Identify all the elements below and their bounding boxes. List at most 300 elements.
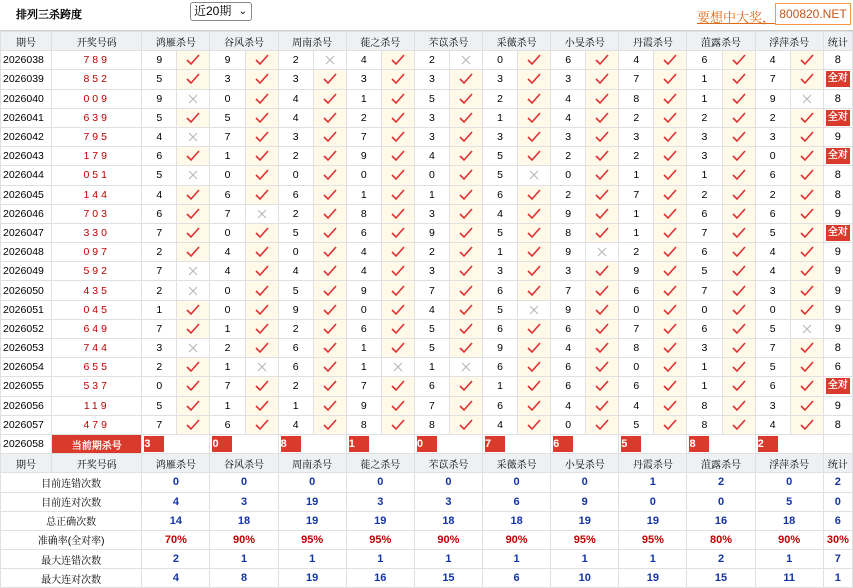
column-header: 开奖号码 bbox=[52, 32, 142, 51]
check-mark-icon bbox=[790, 108, 823, 127]
period-cell: 2026049 bbox=[1, 262, 52, 281]
cross-mark-icon bbox=[177, 166, 210, 185]
kill-value-cell: 4 bbox=[483, 415, 518, 434]
check-mark-icon bbox=[381, 127, 414, 146]
check-mark-icon bbox=[449, 204, 482, 223]
draw-number-cell: 119 bbox=[52, 396, 142, 415]
kill-value-cell: 1 bbox=[687, 89, 722, 108]
kill-value-cell: 7 bbox=[619, 185, 654, 204]
kill-value-cell: 5 bbox=[483, 147, 518, 166]
stat-cell bbox=[823, 377, 852, 396]
summary-value: 3 bbox=[346, 492, 414, 511]
draw-number-cell: 144 bbox=[52, 185, 142, 204]
kill-value-cell: 2 bbox=[687, 108, 722, 127]
summary-value: 0 bbox=[619, 492, 687, 511]
kill-value-cell: 1 bbox=[483, 243, 518, 262]
kill-value-cell: 8 bbox=[687, 415, 722, 434]
table-row bbox=[1, 243, 853, 262]
kill-value-cell: 7 bbox=[210, 127, 245, 146]
kill-value-cell: 0 bbox=[210, 166, 245, 185]
check-mark-icon bbox=[313, 70, 346, 89]
summary-value: 70% bbox=[142, 530, 210, 549]
kill-value-cell: 9 bbox=[551, 300, 586, 319]
check-mark-icon bbox=[449, 185, 482, 204]
promo-link[interactable]: 要想中大奖， bbox=[697, 10, 775, 25]
check-mark-icon bbox=[313, 204, 346, 223]
current-kill-cell bbox=[142, 434, 210, 453]
kill-value-cell: 2 bbox=[142, 243, 177, 262]
check-mark-icon bbox=[722, 281, 755, 300]
check-mark-icon bbox=[790, 70, 823, 89]
column-header: 开奖号码 bbox=[52, 454, 142, 473]
stat-cell: 9 bbox=[823, 262, 852, 281]
check-mark-icon bbox=[518, 415, 551, 434]
summary-value: 1 bbox=[551, 550, 619, 569]
check-mark-icon bbox=[518, 243, 551, 262]
check-mark-icon bbox=[177, 396, 210, 415]
current-stat-cell bbox=[823, 434, 852, 453]
check-mark-icon bbox=[245, 396, 278, 415]
period-select-value: 近20期 bbox=[194, 4, 232, 18]
kill-value-cell: 2 bbox=[278, 147, 313, 166]
check-mark-icon bbox=[245, 166, 278, 185]
check-mark-icon bbox=[449, 396, 482, 415]
draw-number-cell: 789 bbox=[52, 51, 142, 70]
kill-value-cell: 1 bbox=[346, 339, 381, 358]
check-mark-icon bbox=[654, 127, 687, 146]
kill-value-cell: 6 bbox=[755, 166, 790, 185]
kill-value-cell: 4 bbox=[142, 185, 177, 204]
check-mark-icon bbox=[245, 415, 278, 434]
kill-value-cell: 4 bbox=[414, 147, 449, 166]
kill-value-cell: 0 bbox=[142, 377, 177, 396]
check-mark-icon bbox=[313, 319, 346, 338]
check-mark-icon bbox=[518, 70, 551, 89]
kill-value-cell: 3 bbox=[687, 339, 722, 358]
summary-value: 3 bbox=[210, 492, 278, 511]
check-mark-icon bbox=[586, 147, 619, 166]
check-mark-icon bbox=[654, 166, 687, 185]
column-header: 蓰之杀号 bbox=[346, 32, 414, 51]
summary-row bbox=[1, 511, 853, 530]
kill-value-cell: 2 bbox=[278, 377, 313, 396]
kill-value-cell: 5 bbox=[278, 281, 313, 300]
summary-label: 最大连对次数 bbox=[1, 569, 142, 588]
kill-value-cell: 3 bbox=[483, 127, 518, 146]
kill-value-cell: 6 bbox=[483, 396, 518, 415]
check-mark-icon bbox=[381, 415, 414, 434]
check-mark-icon bbox=[245, 281, 278, 300]
site-logo[interactable]: 800820.NET bbox=[775, 3, 851, 25]
kill-value-cell: 3 bbox=[414, 204, 449, 223]
stat-cell: 9 bbox=[823, 127, 852, 146]
stat-cell: 8 bbox=[823, 415, 852, 434]
check-mark-icon bbox=[177, 108, 210, 127]
current-kill-cell bbox=[346, 434, 414, 453]
summary-value: 0 bbox=[687, 492, 755, 511]
draw-number-cell: 744 bbox=[52, 339, 142, 358]
page-title: 排列三杀跨度 bbox=[16, 9, 82, 21]
kill-value-cell: 2 bbox=[755, 108, 790, 127]
current-period-cell: 2026058 bbox=[1, 434, 52, 453]
check-mark-icon bbox=[381, 319, 414, 338]
check-mark-icon bbox=[245, 223, 278, 242]
check-mark-icon bbox=[313, 415, 346, 434]
check-mark-icon bbox=[449, 415, 482, 434]
check-mark-icon bbox=[177, 204, 210, 223]
kill-value-cell: 7 bbox=[414, 396, 449, 415]
check-mark-icon bbox=[790, 396, 823, 415]
kill-value-cell: 5 bbox=[755, 223, 790, 242]
check-mark-icon bbox=[722, 358, 755, 377]
check-mark-icon bbox=[790, 204, 823, 223]
current-kill-cell bbox=[210, 434, 278, 453]
summary-value: 18 bbox=[414, 511, 482, 530]
kill-value-cell: 3 bbox=[755, 396, 790, 415]
kill-value-cell: 2 bbox=[278, 204, 313, 223]
kill-value-cell: 9 bbox=[551, 243, 586, 262]
current-kill-cell bbox=[278, 434, 346, 453]
summary-value: 19 bbox=[278, 569, 346, 588]
summary-value: 0 bbox=[483, 473, 551, 492]
kill-value-cell: 4 bbox=[278, 415, 313, 434]
kill-value-cell: 0 bbox=[755, 147, 790, 166]
check-mark-icon bbox=[586, 358, 619, 377]
kill-value-cell: 6 bbox=[278, 358, 313, 377]
stat-cell: 9 bbox=[823, 204, 852, 223]
check-mark-icon bbox=[381, 108, 414, 127]
kill-value-cell: 3 bbox=[210, 70, 245, 89]
kill-value-cell: 5 bbox=[142, 70, 177, 89]
kill-value-cell: 5 bbox=[755, 358, 790, 377]
summary-value: 95% bbox=[619, 530, 687, 549]
summary-value: 4 bbox=[142, 569, 210, 588]
summary-value: 30% bbox=[823, 530, 852, 549]
summary-value: 16 bbox=[687, 511, 755, 530]
current-kill-value: 1 bbox=[349, 436, 369, 452]
kill-value-cell: 5 bbox=[414, 339, 449, 358]
kill-value-cell: 8 bbox=[346, 204, 381, 223]
stat-cell bbox=[823, 108, 852, 127]
check-mark-icon bbox=[518, 377, 551, 396]
period-cell: 2026055 bbox=[1, 377, 52, 396]
kill-value-cell: 2 bbox=[210, 339, 245, 358]
check-mark-icon bbox=[586, 51, 619, 70]
summary-label: 准确率(全对率) bbox=[1, 530, 142, 549]
draw-number-cell: 537 bbox=[52, 377, 142, 396]
kill-value-cell: 4 bbox=[346, 51, 381, 70]
kill-value-cell: 6 bbox=[551, 377, 586, 396]
summary-value: 1 bbox=[414, 550, 482, 569]
kill-value-cell: 4 bbox=[755, 262, 790, 281]
kill-value-cell: 0 bbox=[346, 300, 381, 319]
summary-value: 0 bbox=[142, 473, 210, 492]
table-row bbox=[1, 377, 853, 396]
kill-value-cell: 9 bbox=[142, 51, 177, 70]
kill-value-cell: 8 bbox=[551, 223, 586, 242]
period-cell: 2026054 bbox=[1, 358, 52, 377]
check-mark-icon bbox=[177, 377, 210, 396]
check-mark-icon bbox=[518, 185, 551, 204]
kill-value-cell: 6 bbox=[619, 281, 654, 300]
kill-value-cell: 4 bbox=[414, 300, 449, 319]
check-mark-icon bbox=[586, 204, 619, 223]
summary-value: 90% bbox=[755, 530, 823, 549]
kill-value-cell: 6 bbox=[346, 223, 381, 242]
check-mark-icon bbox=[518, 89, 551, 108]
kill-value-cell: 4 bbox=[210, 262, 245, 281]
check-mark-icon bbox=[381, 243, 414, 262]
stat-cell: 9 bbox=[823, 281, 852, 300]
period-cell: 2026044 bbox=[1, 166, 52, 185]
kill-value-cell: 0 bbox=[210, 281, 245, 300]
check-mark-icon bbox=[790, 358, 823, 377]
draw-number-cell: 009 bbox=[52, 89, 142, 108]
summary-value: 1 bbox=[823, 569, 852, 588]
summary-value: 95% bbox=[278, 530, 346, 549]
kill-value-cell: 7 bbox=[142, 223, 177, 242]
summary-value: 7 bbox=[823, 550, 852, 569]
kill-value-cell: 5 bbox=[414, 319, 449, 338]
kill-value-cell: 1 bbox=[619, 223, 654, 242]
draw-number-cell: 649 bbox=[52, 319, 142, 338]
check-mark-icon bbox=[654, 358, 687, 377]
stat-cell bbox=[823, 147, 852, 166]
column-header: 期号 bbox=[1, 454, 52, 473]
period-cell: 2026050 bbox=[1, 281, 52, 300]
column-header: 小旻杀号 bbox=[551, 32, 619, 51]
table-row bbox=[1, 262, 853, 281]
check-mark-icon bbox=[381, 89, 414, 108]
check-mark-icon bbox=[654, 147, 687, 166]
check-mark-icon bbox=[586, 300, 619, 319]
kill-value-cell: 4 bbox=[483, 204, 518, 223]
check-mark-icon bbox=[654, 300, 687, 319]
column-header: 采薇杀号 bbox=[483, 454, 551, 473]
kill-value-cell: 0 bbox=[278, 243, 313, 262]
check-mark-icon bbox=[654, 108, 687, 127]
draw-number-cell: 703 bbox=[52, 204, 142, 223]
column-header: 芣苡杀号 bbox=[414, 454, 482, 473]
current-kill-cell bbox=[755, 434, 823, 453]
cross-mark-icon bbox=[177, 127, 210, 146]
kill-value-cell: 0 bbox=[483, 51, 518, 70]
kill-value-cell: 1 bbox=[414, 185, 449, 204]
kill-value-cell: 6 bbox=[687, 51, 722, 70]
column-header: 统计 bbox=[823, 454, 852, 473]
kill-value-cell: 7 bbox=[755, 339, 790, 358]
column-header: 芣苡杀号 bbox=[414, 32, 482, 51]
table-row bbox=[1, 166, 853, 185]
check-mark-icon bbox=[790, 377, 823, 396]
all-correct-badge: 全对 bbox=[826, 225, 850, 241]
check-mark-icon bbox=[654, 51, 687, 70]
summary-label: 总正确次数 bbox=[1, 511, 142, 530]
check-mark-icon bbox=[177, 319, 210, 338]
summary-value: 8 bbox=[210, 569, 278, 588]
kill-value-cell: 6 bbox=[483, 319, 518, 338]
current-kill-value: 0 bbox=[417, 436, 437, 452]
check-mark-icon bbox=[722, 300, 755, 319]
column-header: 鸿雁杀号 bbox=[142, 32, 210, 51]
check-mark-icon bbox=[518, 358, 551, 377]
kill-value-cell: 0 bbox=[687, 300, 722, 319]
column-header: 丹霞杀号 bbox=[619, 32, 687, 51]
summary-row bbox=[1, 492, 853, 511]
check-mark-icon bbox=[722, 185, 755, 204]
check-mark-icon bbox=[518, 127, 551, 146]
column-header: 浮萍杀号 bbox=[755, 454, 823, 473]
summary-value: 6 bbox=[483, 492, 551, 511]
summary-value: 18 bbox=[210, 511, 278, 530]
kill-value-cell: 6 bbox=[551, 51, 586, 70]
kill-value-cell: 0 bbox=[414, 166, 449, 185]
kill-value-cell: 3 bbox=[755, 281, 790, 300]
table-row bbox=[1, 319, 853, 338]
check-mark-icon bbox=[654, 243, 687, 262]
summary-value: 2 bbox=[823, 473, 852, 492]
period-cell: 2026046 bbox=[1, 204, 52, 223]
kill-value-cell: 7 bbox=[414, 281, 449, 300]
check-mark-icon bbox=[177, 415, 210, 434]
draw-number-cell: 795 bbox=[52, 127, 142, 146]
period-cell: 2026038 bbox=[1, 51, 52, 70]
check-mark-icon bbox=[381, 396, 414, 415]
kill-value-cell: 4 bbox=[551, 396, 586, 415]
chevron-down-icon: ⌄ bbox=[238, 6, 247, 17]
kill-value-cell: 4 bbox=[278, 262, 313, 281]
summary-value: 19 bbox=[619, 569, 687, 588]
column-header: 统计 bbox=[823, 32, 852, 51]
period-cell: 2026042 bbox=[1, 127, 52, 146]
check-mark-icon bbox=[790, 147, 823, 166]
check-mark-icon bbox=[245, 70, 278, 89]
check-mark-icon bbox=[654, 70, 687, 89]
current-period-row bbox=[1, 434, 853, 453]
check-mark-icon bbox=[313, 262, 346, 281]
check-mark-icon bbox=[586, 281, 619, 300]
current-kill-value: 5 bbox=[621, 436, 641, 452]
column-header: 谷风杀号 bbox=[210, 32, 278, 51]
kill-value-cell: 0 bbox=[551, 166, 586, 185]
check-mark-icon bbox=[722, 108, 755, 127]
check-mark-icon bbox=[654, 396, 687, 415]
check-mark-icon bbox=[381, 70, 414, 89]
check-mark-icon bbox=[586, 70, 619, 89]
check-mark-icon bbox=[381, 204, 414, 223]
kill-value-cell: 7 bbox=[210, 204, 245, 223]
check-mark-icon bbox=[177, 147, 210, 166]
table-row bbox=[1, 358, 853, 377]
summary-value: 15 bbox=[687, 569, 755, 588]
kill-value-cell: 4 bbox=[210, 243, 245, 262]
all-correct-badge: 全对 bbox=[826, 148, 850, 164]
stat-cell: 9 bbox=[823, 300, 852, 319]
check-mark-icon bbox=[654, 281, 687, 300]
kill-value-cell: 3 bbox=[414, 108, 449, 127]
all-correct-badge: 全对 bbox=[826, 378, 850, 394]
kill-value-cell: 5 bbox=[142, 396, 177, 415]
check-mark-icon bbox=[790, 223, 823, 242]
check-mark-icon bbox=[654, 223, 687, 242]
kill-value-cell: 9 bbox=[619, 262, 654, 281]
column-header: 采薇杀号 bbox=[483, 32, 551, 51]
period-cell: 2026045 bbox=[1, 185, 52, 204]
kill-value-cell: 7 bbox=[619, 70, 654, 89]
cross-mark-icon bbox=[518, 300, 551, 319]
kill-value-cell: 9 bbox=[210, 51, 245, 70]
check-mark-icon bbox=[313, 185, 346, 204]
check-mark-icon bbox=[518, 339, 551, 358]
check-mark-icon bbox=[586, 415, 619, 434]
table-row bbox=[1, 396, 853, 415]
kill-value-cell: 3 bbox=[278, 70, 313, 89]
kill-value-cell: 1 bbox=[687, 166, 722, 185]
check-mark-icon bbox=[518, 319, 551, 338]
period-select[interactable] bbox=[190, 2, 252, 21]
check-mark-icon bbox=[449, 147, 482, 166]
check-mark-icon bbox=[586, 166, 619, 185]
check-mark-icon bbox=[518, 223, 551, 242]
check-mark-icon bbox=[381, 223, 414, 242]
summary-value: 80% bbox=[687, 530, 755, 549]
check-mark-icon bbox=[722, 319, 755, 338]
kill-value-cell: 9 bbox=[755, 89, 790, 108]
summary-value: 95% bbox=[346, 530, 414, 549]
check-mark-icon bbox=[722, 204, 755, 223]
summary-value: 9 bbox=[551, 492, 619, 511]
kill-value-cell: 4 bbox=[551, 108, 586, 127]
draw-number-cell: 179 bbox=[52, 147, 142, 166]
kill-value-cell: 9 bbox=[346, 147, 381, 166]
kill-value-cell: 4 bbox=[278, 108, 313, 127]
kill-value-cell: 7 bbox=[619, 319, 654, 338]
check-mark-icon bbox=[586, 396, 619, 415]
check-mark-icon bbox=[449, 127, 482, 146]
draw-number-cell: 592 bbox=[52, 262, 142, 281]
current-kill-cell bbox=[551, 434, 619, 453]
period-cell: 2026041 bbox=[1, 108, 52, 127]
check-mark-icon bbox=[722, 127, 755, 146]
check-mark-icon bbox=[654, 377, 687, 396]
summary-value: 16 bbox=[346, 569, 414, 588]
summary-value: 19 bbox=[278, 492, 346, 511]
kill-value-cell: 3 bbox=[414, 262, 449, 281]
check-mark-icon bbox=[722, 70, 755, 89]
table-row bbox=[1, 223, 853, 242]
cross-mark-icon bbox=[177, 262, 210, 281]
cross-mark-icon bbox=[177, 339, 210, 358]
kill-value-cell: 7 bbox=[142, 262, 177, 281]
check-mark-icon bbox=[177, 358, 210, 377]
summary-value: 19 bbox=[619, 511, 687, 530]
kill-value-cell: 2 bbox=[142, 281, 177, 300]
summary-value: 90% bbox=[414, 530, 482, 549]
check-mark-icon bbox=[586, 377, 619, 396]
kill-value-cell: 9 bbox=[346, 281, 381, 300]
column-header: 浮萍杀号 bbox=[755, 32, 823, 51]
kill-value-cell: 0 bbox=[619, 358, 654, 377]
kill-value-cell: 5 bbox=[483, 300, 518, 319]
draw-number-cell: 479 bbox=[52, 415, 142, 434]
kill-value-cell: 1 bbox=[414, 358, 449, 377]
table-row bbox=[1, 204, 853, 223]
check-mark-icon bbox=[722, 262, 755, 281]
check-mark-icon bbox=[245, 339, 278, 358]
column-header: 谷风杀号 bbox=[210, 454, 278, 473]
kill-value-cell: 2 bbox=[551, 147, 586, 166]
summary-value: 19 bbox=[346, 511, 414, 530]
